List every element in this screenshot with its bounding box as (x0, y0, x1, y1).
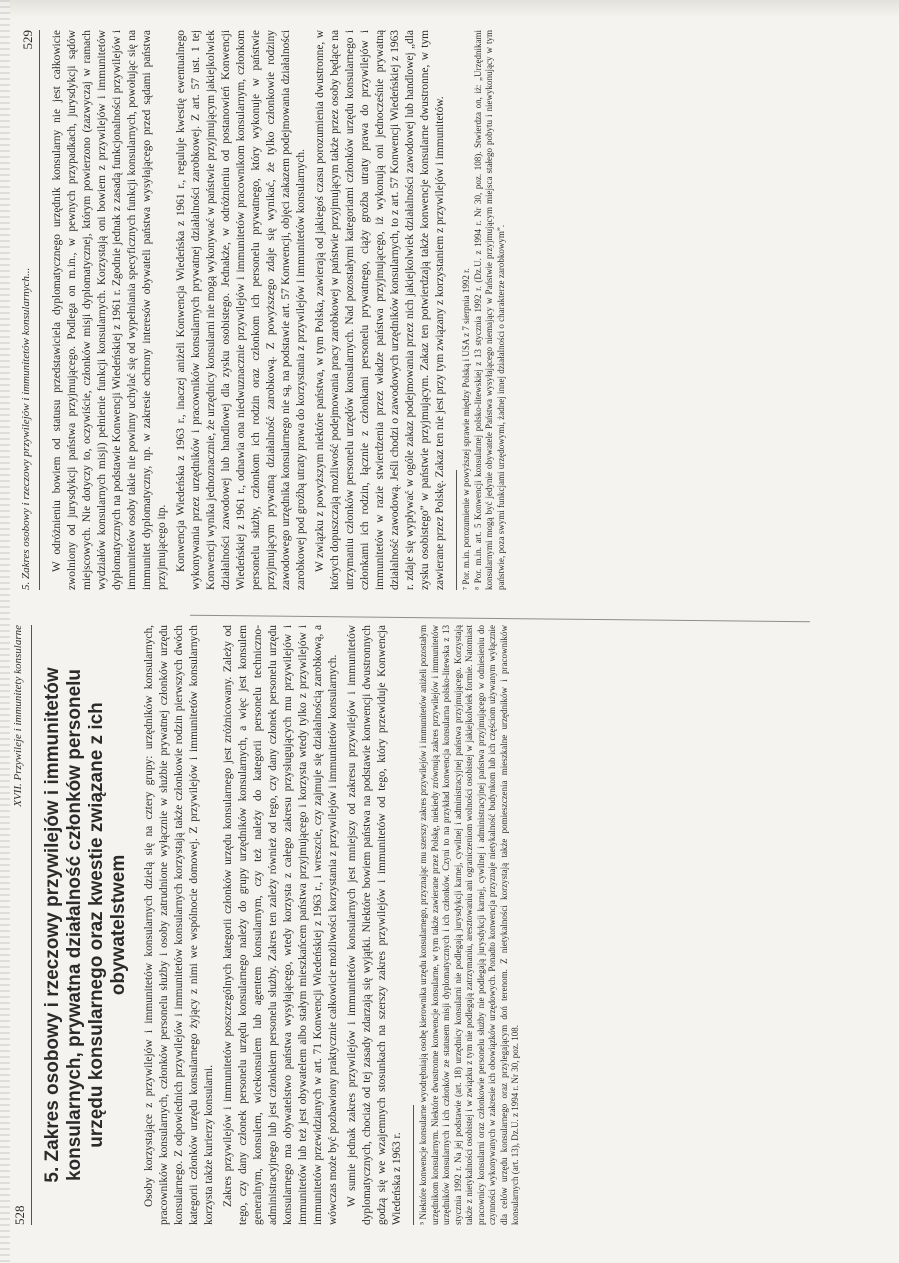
footnote: ⁸ Por. m.in. art. 5 Konwencji konsularnej polsko-litewskiej z 13 stycznia 1992 r. (Dz.U. z 1994 r. Nr 30, poz. 108). Stwierdza on, iż: „Urzędnikami konsularnymi mogą być jedynie obywatele Państwa wysyłającego niemający w Państwie przyjmującym miejsca stałego pobytu i niewykonujący w tym państwie, poza swymi funkcjami urzędowymi, żadnej innej działalności o charakterze zarobkowym”. (472, 30, 506, 590)
running-head-text: XVII. Przywileje i immunitety konsularne (12, 625, 24, 807)
paragraph: Osoby korzystające z przywilejów i immunitetów konsularnych dzielą się na cztery grupy: urzędników konsularnych, pracowników konsularnych, członków personelu służby i osoby zatrudnione wyłącznie w służbie prywatnej członków urzędu konsularnego. Z odpowiednich przywilejów i immunitetów konsularnych korzystają także członkowie rodzin pierwszych dwóch kategorii członków urzędu konsularnego żyjący z nimi we wspólnocie domowej. Z przywilejów i immunitetów konsularnych korzysta także kurierzy konsularni. (143, 625, 215, 1225)
paragraph: W odróżnieniu bowiem od statusu przedstawiciela dyplomatycznego urzędnik konsularny nie jest całkowicie zwolniony od jurysdykcji państwa przyjmującego. Podlega on m.in., w pewnych przypadkach, jurysdykcji sądów miejscowych. Nie dotyczy to, oczywiście, członków misji dyplomatycznej, którym powierzono (zazwyczaj w ramach wydziałów konsularnych misji) pełnienie funkcji konsularnych. Korzystają oni bowiem z przywilejów i immunitetów dyplomatycznych na podstawie Konwencji Wiedeńskiej z 1961 r. Zgodnie jednak z zasadą funkcjonalności przywilejów i immunitetów osoby takie nie powinny uchylać się od wypełniania specyficznych funkcji konsularnych, powołując się na immunitet dyplomatyczny, np. w zakresie ochrony interesów obywateli państwa wysyłającego przed sądami państwa przyjmującego itp. (51, 30, 168, 590)
footnote-rule (413, 1105, 414, 1225)
paragraph: Konwencja Wiedeńska z 1963 r., inaczej aniżeli Konwencja Wiedeńska z 1961 r., reguluje kwestię ewentualnego wykonywania przez urzędników i pracowników konsularnych prywatnej działalności zarobkowej. Z art. 57 ust. 1 tej Konwencji wynika jednoznacznie, że urzędnicy konsularni nie mogą wykonywać w państwie przyjmującym jakiejkolwiek działalności zawodowej lub handlowej dla zysku osobistego. Jednakże, w odróżnieniu od postanowień Konwencji Wiedeńskiej z 1961 r., odnawia ona niedwuznacznie przywilejów i immunitetów pracownikom konsularnym, członkom personelu służby, członkom ich rodzin oraz członkom ich personelu prywatnego, który wykonuje w państwie przyjmującym prywatną działalność zarobkową. Z powyższego zdaje się wynikać, że tylko członkowie rodziny zawodowego urzędnika konsularnego nie są, na podstawie art. 57 Konwencji, objęci zakazem podejmowania działalności zarobkowej pod groźbą utraty prawa do korzystania z przywilejów i immunitetów konsularnych. (175, 30, 307, 590)
page-528 (12, 625, 872, 1225)
page-number: 529 (20, 30, 35, 50)
paragraph: W sumie jednak zakres przywilejów i immunitetów konsularnych jest mniejszy od zakresu przywilejów i immunitetów dyplomatycznych, chociaż od tej zasady zdarzają się wyjątki. Niektóre bowiem państwa na podstawie konwencji dwustronnych godzą się we wzajemnych stosunkach na szerszy zakres przywilejów i immunitetów od tego, który przewiduje Konwencja Wiedeńska z 1963 r. (346, 625, 403, 1225)
page-529 (20, 30, 880, 590)
scan-edge (0, 0, 899, 18)
running-head (12, 625, 32, 1225)
paragraph: W związku z powyższym niektóre państwa, w tym Polska, zawierają od jakiegoś czasu porozumienia dwustronne, w których dopuszczają możliwość podejmowania pracy zarobkowej w państwie przyjmującym także przez osoby będące na utrzymaniu członków personelu urzędów konsularnych. Nad pozostałymi kategoriami członków urzędu konsularnego i członkami ich rodzin, łącznie z członkami personelu prywatnego, ciąży groźba utraty prawa do przywilejów i immunitetów w razie stwierdzenia przez władze państwa przyjmującego, iż wykonują oni jednocześnie prywatną działalność zawodową. Jeśli chodzi o zawodowych urzędników konsularnych, to z art. 57 Konwencji Wiedeńskiej z 1963 r. zdaje się wypływać w ogóle zakaz podejmowania przez nich jakiejkolwiek działalności zawodowej lub handlowej „dla zysku osobistego” w państwie przyjmującym. Zakaz ten potwierdzają także konwencje konsularne dwustronne, w tym zawierane przez Polskę. Zakaz ten nie jest przy tym związany z korzystaniem z przywilejów i immunitetów. (314, 30, 446, 590)
footnote: ⁵ Niektóre konwencje konsularne wyodrębniają osobę kierownika urzędu konsularnego, przyznając mu szerszy zakres przywilejów i immunitetów aniżeli pozostałym urzędnikom konsularnym. Niektóre dwustronne konwencje konsularne, w tym także zawierane przez Polskę, niekiedy zrównują zakres przywilejów i immunitetów urzędników konsularnych i ich członków ze statusem misji dyplomatycznych i ich członków. Czyni to na przykład konwencja konsularna polsko-litewska z 13 stycznia 1992 r. Na jej podstawie (art. 18) urzędnicy konsularni nie podlegają jurysdykcji karnej, cywilnej i administracyjnej państwa przyjmującego. Korzystają także z nietykalności osobistej i w związku z tym nie podlegają zatrzymaniu, aresztowaniu ani ograniczeniom wolności osobistej w jakiejkolwiek formie. Natomiast pracownicy konsularni oraz członkowie personelu służby nie podlegają jurysdykcji karnej, cywilnej i administracyjnej państwa przyjmującego w odniesieniu do czynności wykonywanych w zakresie ich obowiązków urzędowych. Ponadto konwencja przyznaje nietykalność budynkom lub ich częściom używanym wyłącznie dla celów urzędu konsularnego oraz przylegającym doń terenom. Z nietykalności korzystają także pomieszczenia mieszkalne urzędników i pracowników konsularnych (art. 13), Dz.U. z 1994 r. Nr 30, poz. 108. (418, 625, 520, 1225)
section-title: 5. Zakres osobowy i rzeczowy przywilejów i immunitetów konsularnych, prywatna działalność członków personelu urzędu konsularnego oraz kwestie związane z ich obywatelstwem (42, 667, 129, 1183)
footnote-rule (456, 470, 457, 590)
page-number: 528 (12, 1205, 27, 1225)
paragraph: Zakres przywilejów i immunitetów poszczególnych kategorii członków urzędu konsularnego jest zróżnicowany. Zależy od tego, czy dany członek personelu urzędu konsularnego należy do grupy urzędników konsularnych, a więc jest konsulem generalnym, konsulem, wicekonsulem lub agentem konsularnym, czy też należy do kategorii personelu techniczno-administracyjnego lub jest członkiem personelu służby. Zakres ten zależy również od tego, czy dany członek personelu urzędu konsularnego ma obywatelstwo państwa wysyłającego, wtedy korzysta z całego zakresu przysługujących mu przywilejów i immunitetów lub też jest obywatelem albo stałym mieszkańcem państwa przyjmującego i korzysta wtedy tylko z przywilejów i immunitetów przewidzianych w art. 71 Konwencji Wiedeńskiej z 1963 r., i wreszcie, czy zajmuje się działalnością zarobkową, a wówczas może być pozbawiony praktycznie całkowicie możliwości korzystania z przywilejów i immunitetów konsularnych. (222, 625, 339, 1225)
running-head-text: 5. Zakres osobowy i rzeczowy przywilejów i immunitetów konsularnych... (20, 267, 32, 590)
running-head (20, 30, 40, 590)
binding-gutter (0, 0, 10, 1263)
footnote: ⁷ Por. m.in. porozumienie w powyższej sprawie między Polską i USA z 7 sierpnia 1992 r. (461, 268, 471, 590)
